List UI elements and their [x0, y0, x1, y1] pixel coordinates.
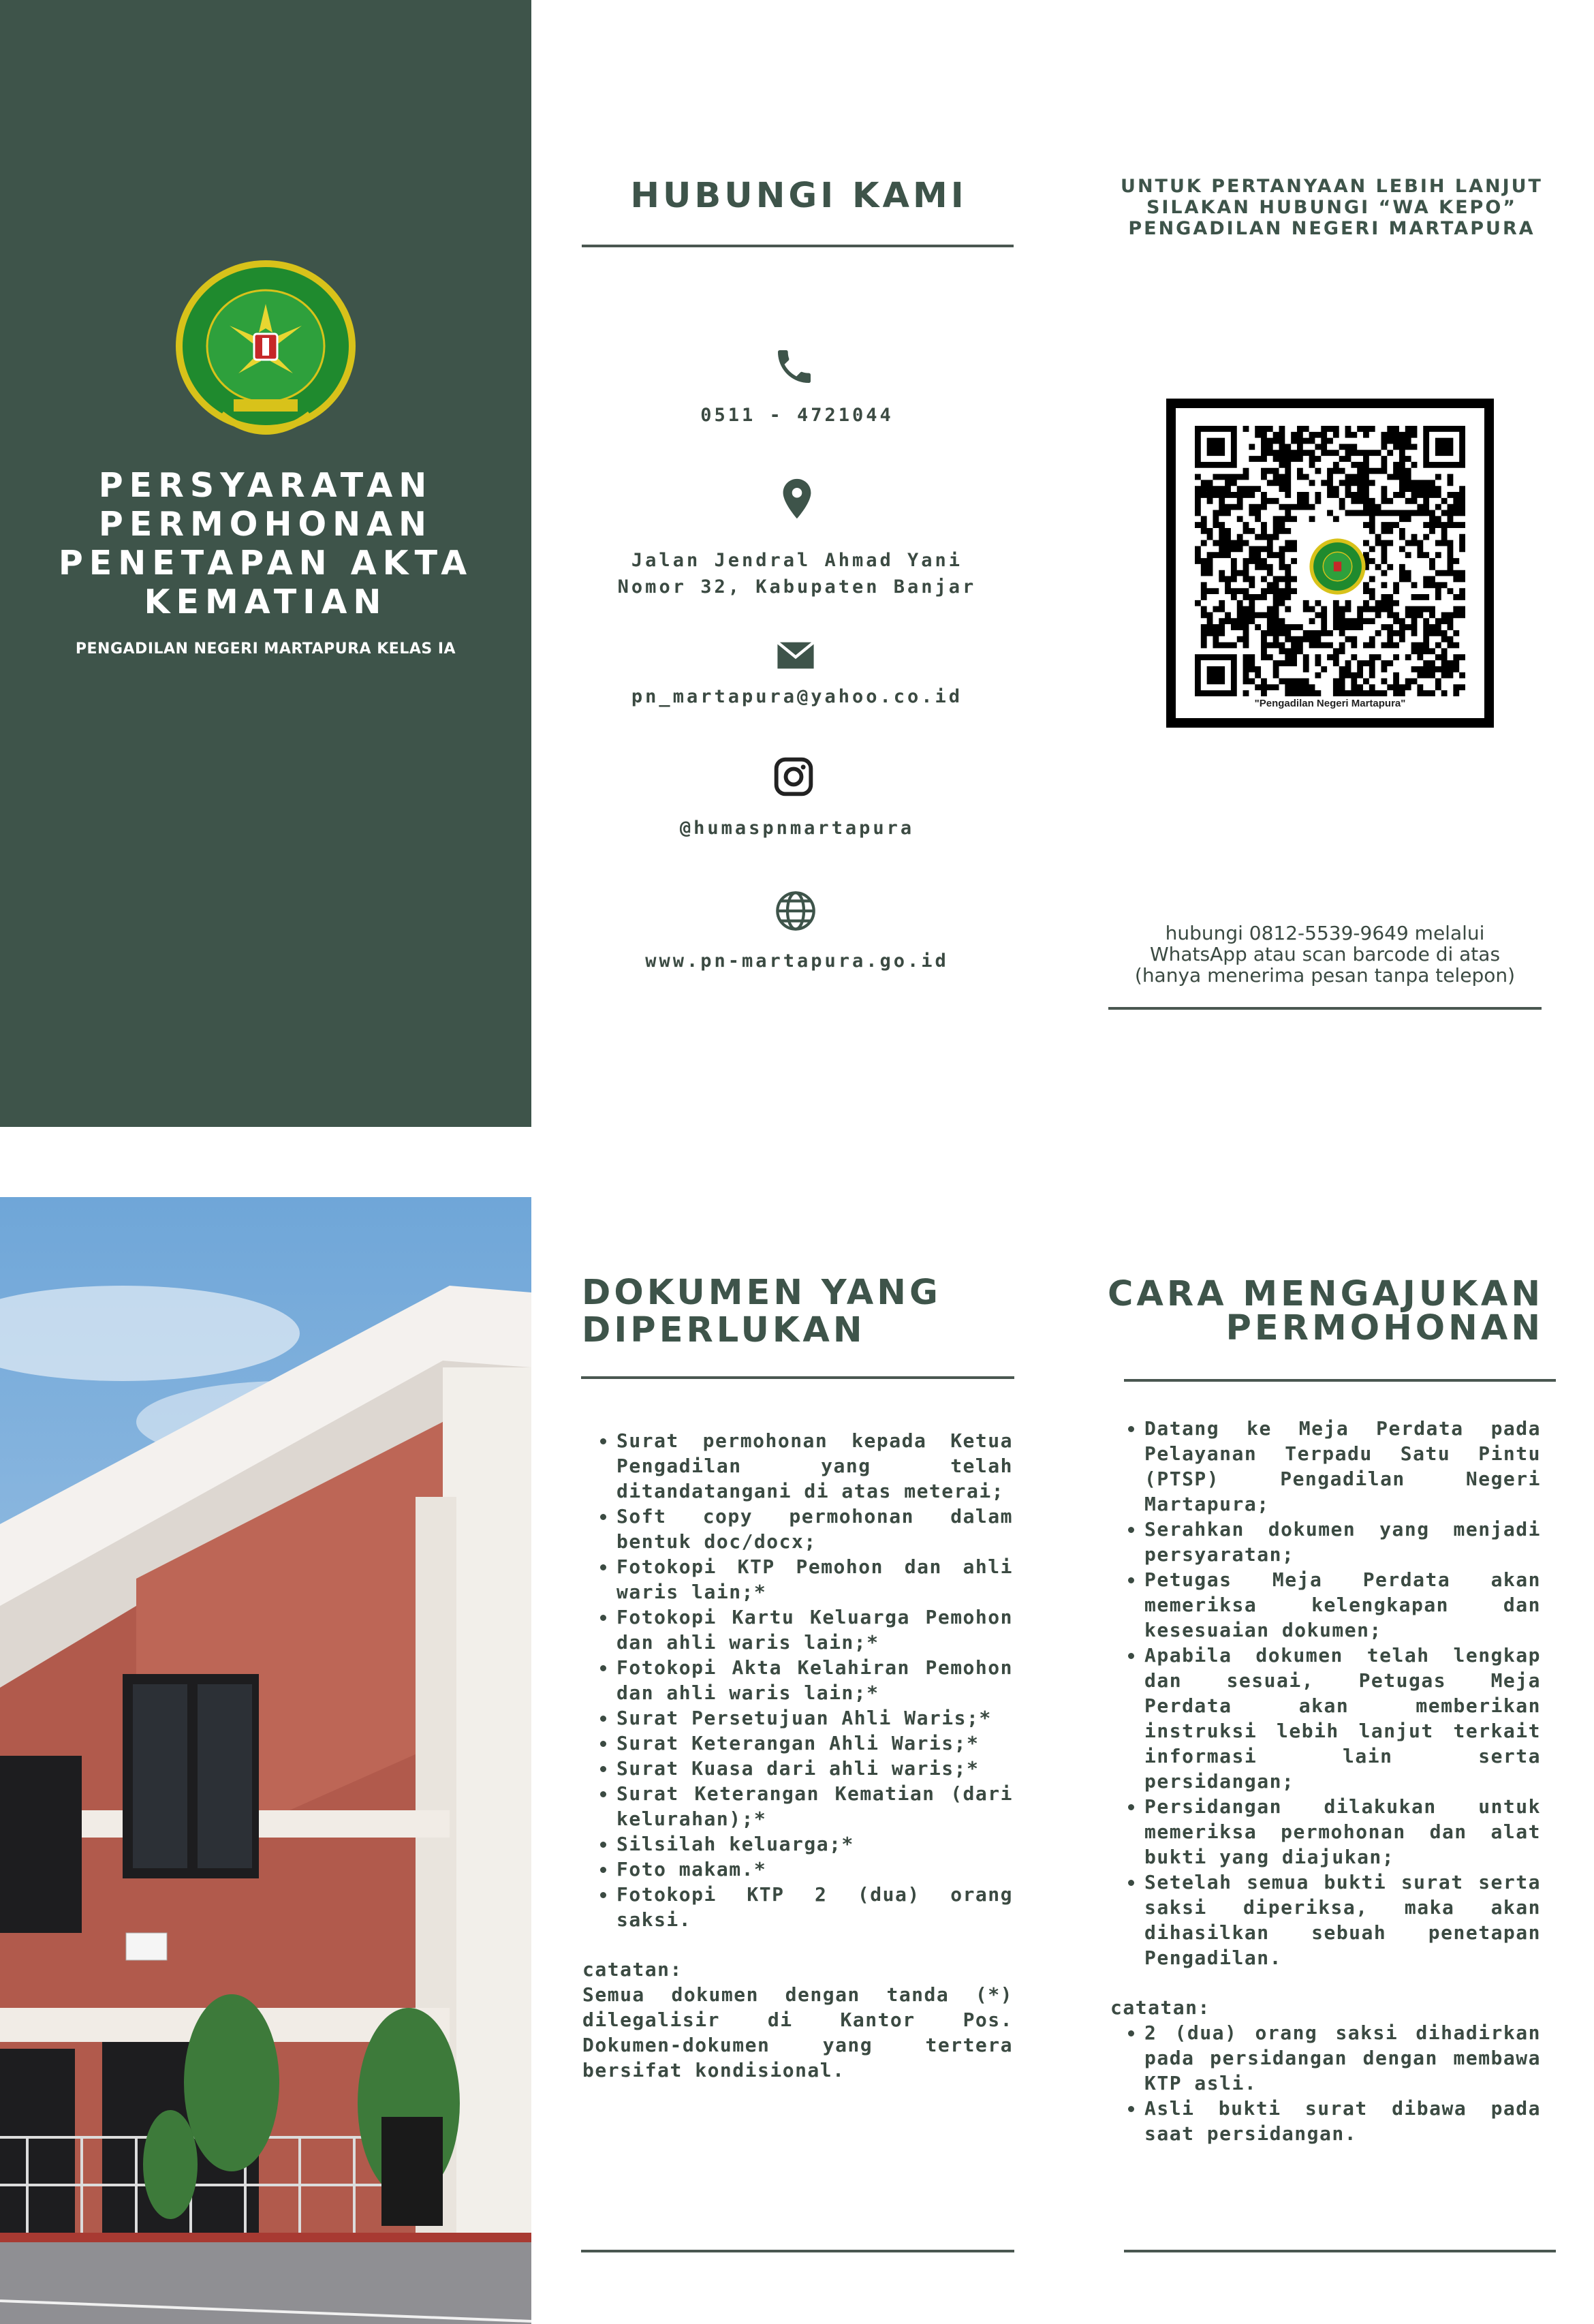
instagram-icon: [772, 755, 815, 799]
contact-title: HUBUNGI KAMI: [630, 176, 967, 216]
qr-caption: "Pengadilan Negeri Martapura": [1254, 698, 1406, 709]
phone-number: 0511 - 4721044: [700, 405, 894, 426]
cover-title-line: PERMOHONAN: [98, 505, 433, 544]
cover-title: [27, 466, 504, 621]
documents-title: [582, 1274, 1018, 1349]
contact-title-divider: [582, 245, 1014, 247]
list-item: • Fotokopi KTP Pemohon dan ahli waris lain;*: [616, 1554, 1013, 1605]
wa-info-line: hubungi 0812-5539-9649 melalui: [1165, 922, 1485, 944]
list-item: • Datang ke Meja Perdata pada Pelayanan Terpadu Satu Pintu (PTSP) Pengadilan Negeri Martapura;: [1144, 1416, 1541, 1517]
list-item: • Persidangan dilakukan untuk memeriksa permohonan dan alat bukti yang diajukan;: [1144, 1794, 1541, 1870]
documents-title-line: DIPERLUKAN: [582, 1310, 866, 1350]
documents-title-divider: [581, 1376, 1014, 1379]
mail-icon: [776, 640, 815, 670]
list-item: • Fotokopi KTP 2 (dua) orang saksi.: [616, 1882, 1013, 1932]
location-pin-icon: [773, 471, 821, 526]
list-item: • Surat Keterangan Kematian (dari kelurahan);*: [616, 1781, 1013, 1831]
list-item: • Asli bukti surat dibawa pada saat persidangan.: [1144, 2096, 1541, 2146]
documents-title-line: DOKUMEN YANG: [582, 1273, 941, 1313]
address-line: Nomor 32, Kabupaten Banjar: [617, 576, 977, 598]
list-item: • Petugas Meja Perdata akan memeriksa kelengkapan dan kesesuaian dokumen;: [1144, 1567, 1541, 1643]
phone-icon: [772, 345, 816, 388]
documents-note-label: catatan:: [582, 1958, 683, 1981]
wa-header: [1104, 176, 1560, 239]
procedure-list: [1110, 1416, 1541, 1970]
procedure-title-line: CARA MENGAJUKAN: [1107, 1274, 1544, 1314]
list-item: • Foto makam.*: [616, 1857, 1013, 1882]
list-item: • Silsilah keluarga;*: [616, 1831, 1013, 1857]
procedure-bottom-divider: [1124, 2250, 1556, 2252]
list-item: • Surat Persetujuan Ahli Waris;*: [616, 1705, 1013, 1731]
list-item: • Surat Kuasa dari ahli waris;*: [616, 1756, 1013, 1781]
cover-panel: [0, 0, 531, 1127]
list-item: • Surat Keterangan Ahli Waris;*: [616, 1731, 1013, 1756]
cover-title-line: PERSYARATAN: [98, 466, 433, 505]
qr-center-logo-icon: [1309, 534, 1366, 599]
procedure-title-divider: [1124, 1379, 1556, 1382]
procedure-note-label: catatan:: [1110, 1996, 1210, 2019]
instagram-handle[interactable]: @humaspnmartapura: [679, 818, 915, 839]
wa-info-line: (hanya menerima pesan tanpa telepon): [1134, 964, 1516, 987]
list-item: • Fotokopi Kartu Keluarga Pemohon dan ahli waris lain;*: [616, 1605, 1013, 1655]
procedure-section: [1110, 1416, 1541, 2146]
website-link[interactable]: www.pn-martapura.go.id: [645, 950, 949, 972]
list-item: • Setelah semua bukti surat serta saksi diperiksa, maka akan dihasilkan sebuah penetapan Pengadilan.: [1144, 1870, 1541, 1970]
whatsapp-qr-code[interactable]: [1166, 399, 1494, 728]
wa-header-line: SILAKAN HUBUNGI “WA KEPO”: [1146, 197, 1518, 218]
court-logo-emblem: [174, 244, 358, 462]
list-item: • Surat permohonan kepada Ketua Pengadilan yang telah ditandatangani di atas meterai;: [616, 1428, 1013, 1504]
wa-header-line: UNTUK PERTANYAAN LEBIH LANJUT: [1121, 176, 1543, 197]
documents-bottom-divider: [581, 2250, 1014, 2252]
cover-subtitle: PENGADILAN NEGERI MARTAPURA KELAS IA: [75, 640, 456, 657]
procedure-title-line: PERMOHONAN: [1225, 1308, 1544, 1348]
cover-title-line: PENETAPAN AKTA: [58, 544, 473, 583]
globe-icon: [774, 889, 817, 933]
list-item: • Soft copy permohonan dalam bentuk doc/docx;: [616, 1504, 1013, 1554]
documents-note: Semua dokumen dengan tanda (*) dilegalisir di Kantor Pos. Dokumen-dokumen yang tertera bersifat kondisional.: [582, 1983, 1013, 2081]
list-item: • Serahkan dokumen yang menjadi persyaratan;: [1144, 1517, 1541, 1567]
qr-code-area: [1176, 408, 1484, 718]
address: [565, 547, 1029, 600]
address-line: Jalan Jendral Ahmad Yani: [631, 550, 963, 571]
documents-list: [582, 1428, 1013, 1932]
email-link[interactable]: pn_martapura@yahoo.co.id: [631, 686, 963, 707]
wa-info-divider: [1108, 1007, 1542, 1010]
list-item: • 2 (dua) orang saksi dihadirkan pada persidangan dengan membawa KTP asli.: [1144, 2020, 1541, 2096]
procedure-note-list: [1110, 2020, 1541, 2146]
list-item: • Fotokopi Akta Kelahiran Pemohon dan ahli waris lain;*: [616, 1655, 1013, 1705]
wa-info-line: WhatsApp atau scan barcode di atas: [1149, 943, 1501, 965]
list-item: • Apabila dokumen telah lengkap dan sesuai, Petugas Meja Perdata akan memberikan instruksi lebih lanjut terkait informasi lain serta persidangan;: [1144, 1643, 1541, 1794]
procedure-title: [1104, 1274, 1544, 1348]
court-building-photo: [0, 1197, 531, 2324]
wa-header-line: PENGADILAN NEGERI MARTAPURA: [1128, 218, 1535, 239]
documents-section: [582, 1428, 1013, 2083]
cover-title-line: KEMATIAN: [144, 583, 388, 621]
wa-info: [1090, 923, 1560, 986]
